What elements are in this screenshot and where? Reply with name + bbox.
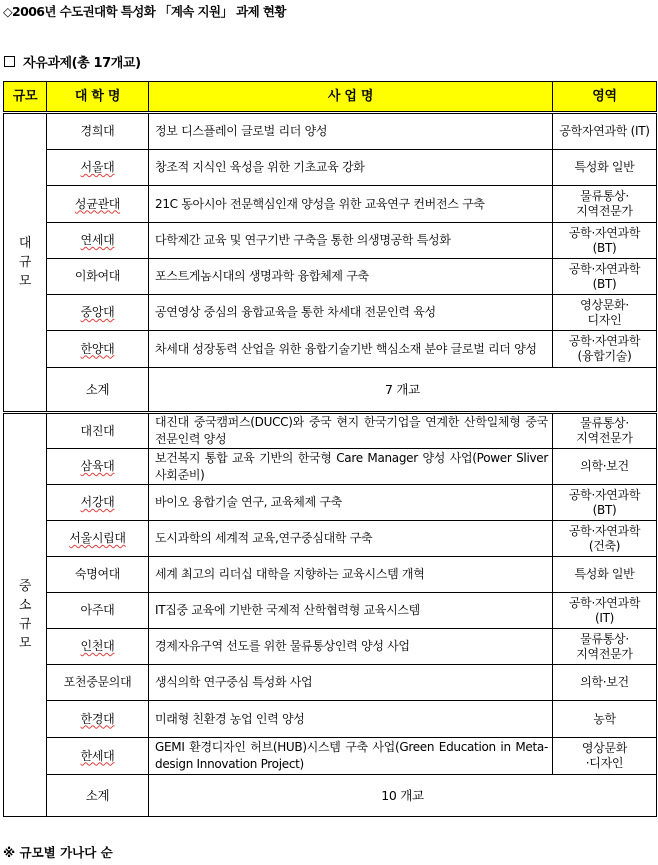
project-name: 21C 동아시아 전문핵심인재 양성을 위한 교육연구 컨버전스 구축 <box>149 186 553 223</box>
project-name: 차세대 성장동력 산업을 위한 융합기술기반 핵심소재 분야 글로벌 리더 양성 <box>149 331 553 368</box>
field-name: 공학자연과학 (IT) <box>559 124 650 138</box>
table-row <box>4 186 657 223</box>
univ-cell <box>47 413 149 449</box>
project-name: 공연영상 중심의 융합교육을 통한 차세대 전문인력 육성 <box>149 295 553 331</box>
field-cell <box>553 738 657 775</box>
field-name: 의학·보건 <box>580 459 629 473</box>
subtotal-row <box>4 368 657 413</box>
project-name: 경제자유구역 선도를 위한 물류통상인력 양성 사업 <box>149 629 553 665</box>
project-name: 다학제간 교육 및 연구기반 구축을 통한 의생명공학 특성화 <box>149 223 553 259</box>
subtotal-row <box>4 775 657 817</box>
table-row <box>4 150 657 186</box>
univ-name: 숙명여대 <box>74 567 121 581</box>
univ-name: 이화여대 <box>74 269 121 283</box>
project-name: 미래형 친환경 농업 인력 양성 <box>149 701 553 738</box>
project-name: 창조적 지식인 육성을 위한 기초교육 강화 <box>149 150 553 186</box>
univ-cell <box>47 223 149 259</box>
field-name: 공학·자연과학 (BT) <box>568 261 641 291</box>
univ-name: 경희대 <box>80 124 115 138</box>
field-name: 공학·자연과학 (BT) <box>568 487 641 517</box>
field-name: 물류통상· 지역전문가 <box>576 189 633 218</box>
field-cell <box>553 557 657 593</box>
table-row <box>4 113 657 150</box>
field-name: 물류통상· 지역전문가 <box>576 416 633 445</box>
univ-cell <box>47 186 149 223</box>
univ-name: 서강대 <box>80 495 115 509</box>
univ-name: 서울대 <box>80 160 115 174</box>
univ-name: 인천대 <box>80 639 115 653</box>
field-name: 물류통상· 지역전문가 <box>576 631 633 661</box>
field-cell <box>553 701 657 738</box>
univ-cell <box>47 665 149 701</box>
field-name: 의학·보건 <box>580 675 629 689</box>
field-name: 공학·자연과학 (BT) <box>568 225 641 255</box>
small-scale-label: 중 소 규 모 <box>4 413 47 817</box>
table-row <box>4 259 657 295</box>
project-name: 대진대 중국캠퍼스(DUCC)와 중국 현지 한국기업을 연계한 산학일체형 중국전문인력 양성 <box>149 413 553 449</box>
univ-cell <box>47 593 149 629</box>
project-name: 세계 최고의 리더십 대학을 지향하는 교육시스템 개혁 <box>149 557 553 593</box>
subtotal-label: 소계 <box>47 775 149 817</box>
header-field: 영역 <box>553 82 657 113</box>
field-cell <box>553 665 657 701</box>
table-row <box>4 413 657 449</box>
subtotal-count: 10 개교 <box>149 775 657 817</box>
project-name: 포스트게놈시대의 생명과학 융합체제 구축 <box>149 259 553 295</box>
field-name: 공학·자연과학 (IT) <box>568 595 641 625</box>
header-project: 사 업 명 <box>149 82 553 113</box>
field-name: 특성화 일반 <box>574 567 635 581</box>
table-row <box>4 593 657 629</box>
table-row <box>4 701 657 738</box>
univ-cell <box>47 331 149 368</box>
field-cell <box>553 150 657 186</box>
section-heading-text: 자유과제(총 17개교) <box>23 56 141 71</box>
table-row <box>4 557 657 593</box>
table-row <box>4 331 657 368</box>
univ-cell <box>47 295 149 331</box>
field-name: 농학 <box>593 711 616 726</box>
table-row <box>4 223 657 259</box>
univ-name: 한경대 <box>80 711 115 726</box>
project-name: 생식의학 연구중심 특성화 사업 <box>149 665 553 701</box>
univ-cell <box>47 113 149 150</box>
table-row <box>4 449 657 485</box>
univ-name: 대진대 <box>80 423 115 438</box>
field-cell <box>553 113 657 150</box>
univ-name: 연세대 <box>80 233 115 247</box>
project-name: 도시과학의 세계적 교육,연구중심대학 구축 <box>149 521 553 557</box>
table-header-row <box>4 82 657 113</box>
table-row <box>4 295 657 331</box>
univ-name: 포천중문의대 <box>63 675 132 689</box>
table-row <box>4 485 657 521</box>
field-name: 영상문화· 디자인 <box>580 297 629 327</box>
subtotal-label: 소계 <box>47 368 149 413</box>
table-row <box>4 738 657 775</box>
page-title: ◇2006년 수도권대학 특성화 「계속 지원」 과제 현황 <box>3 4 286 19</box>
univ-cell <box>47 150 149 186</box>
checkbox-square-icon <box>4 56 15 67</box>
section-heading <box>4 52 141 71</box>
field-name: 영상문화 ·디자인 <box>581 741 628 770</box>
project-name: 바이오 융합기술 연구, 교육체제 구축 <box>149 485 553 521</box>
large-scale-label: 대 규 모 <box>4 113 47 413</box>
table-row <box>4 521 657 557</box>
header-scale: 규모 <box>4 82 47 113</box>
field-cell <box>553 629 657 665</box>
field-cell <box>553 331 657 368</box>
table-row <box>4 629 657 665</box>
project-name: 보건복지 통합 교육 기반의 한국형 Care Manager 양성 사업(Power Sliver 사회준비) <box>149 449 553 485</box>
field-cell <box>553 186 657 223</box>
field-name: 특성화 일반 <box>574 160 635 174</box>
univ-cell <box>47 485 149 521</box>
univ-cell <box>47 701 149 738</box>
univ-cell <box>47 449 149 485</box>
field-cell <box>553 521 657 557</box>
field-cell <box>553 593 657 629</box>
univ-name: 한세대 <box>80 748 115 763</box>
table-row <box>4 665 657 701</box>
field-cell <box>553 259 657 295</box>
footnote: ※ 규모별 가나다 순 <box>3 845 113 860</box>
field-cell <box>553 485 657 521</box>
univ-cell <box>47 738 149 775</box>
field-cell <box>553 223 657 259</box>
univ-name: 성균관대 <box>74 196 121 211</box>
univ-cell <box>47 521 149 557</box>
project-name: 정보 디스플레이 글로벌 리더 양성 <box>149 113 553 150</box>
subtotal-count: 7 개교 <box>149 368 657 413</box>
field-cell <box>553 295 657 331</box>
univ-cell <box>47 557 149 593</box>
project-table <box>3 81 657 817</box>
field-name: 공학·자연과학 (건축) <box>568 523 641 553</box>
univ-name: 중앙대 <box>80 305 115 319</box>
univ-cell <box>47 629 149 665</box>
univ-name: 한양대 <box>80 341 115 356</box>
univ-name: 아주대 <box>80 603 115 617</box>
univ-name: 서울시립대 <box>69 531 126 545</box>
project-name: GEMI 환경디자인 허브(HUB)시스템 구축 사업(Green Education in Meta-design Innovation Project) <box>149 738 553 775</box>
header-univ: 대 학 명 <box>47 82 149 113</box>
field-cell <box>553 449 657 485</box>
project-name: IT집중 교육에 기반한 국제적 산학협력형 교육시스템 <box>149 593 553 629</box>
field-cell <box>553 413 657 449</box>
univ-cell <box>47 259 149 295</box>
field-name: 공학·자연과학 (융합기술) <box>568 334 641 363</box>
univ-name: 삼육대 <box>80 459 115 473</box>
